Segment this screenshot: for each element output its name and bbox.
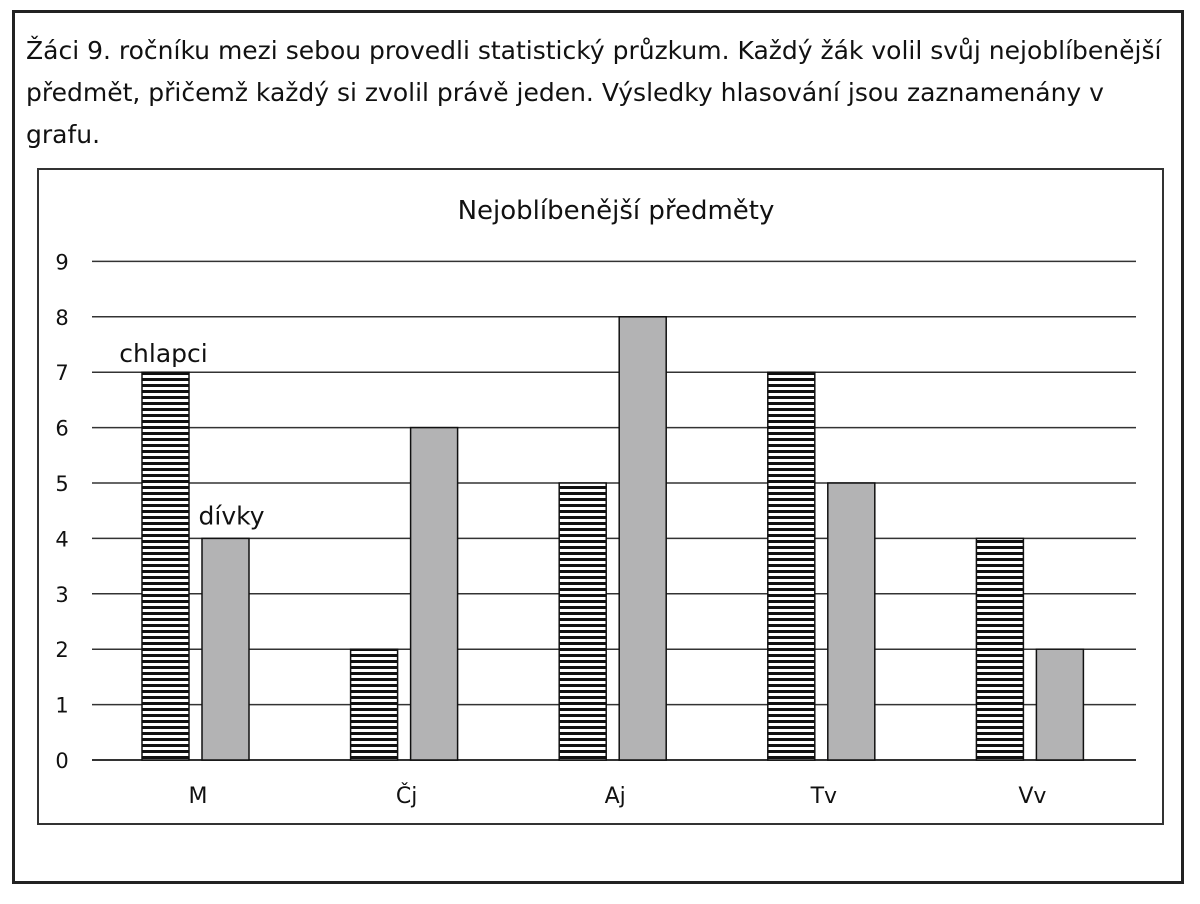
bar-divky-Vv [1036,649,1083,760]
bar-divky-M [202,538,249,760]
y-tick-label: 7 [55,361,69,386]
y-tick-label: 9 [55,250,69,275]
y-tick-label: 2 [55,638,69,663]
x-tick-label: Aj [604,784,626,809]
x-tick-label: Vv [1018,784,1047,809]
y-tick-label: 4 [55,527,69,552]
series-label-divky: dívky [198,501,265,531]
bar-chlapci-M [142,372,189,760]
bar-divky-Čj [411,428,458,760]
chart-title: Nejoblíbenější předměty [457,196,775,226]
y-tick-label: 8 [55,305,69,330]
bar-chlapci-Vv [976,538,1023,760]
y-tick-label: 5 [55,472,69,496]
y-tick-label: 6 [55,416,69,441]
bar-divky-Aj [619,317,666,760]
x-tick-label: M [188,784,208,809]
x-tick-label: Tv [810,784,838,809]
bar-divky-Tv [828,483,875,760]
bar-chlapci-Čj [351,649,398,760]
y-tick-label: 1 [55,693,69,718]
bar-chlapci-Aj [559,483,606,760]
bar-chlapci-Tv [768,372,815,760]
series-label-chlapci: chlapci [119,339,208,369]
x-tick-label: Čj [395,784,418,809]
y-tick-label: 0 [55,749,69,773]
y-tick-label: 3 [55,582,69,607]
intro-text: Žáci 9. ročníku mezi sebou provedli statistický průzkum. Každý žák volil svůj nejoblíbenější předmět, přičemž každý si zvolil právě jeden. Výsledky hlasování jsou zaznamenány v grafu. [26,36,1162,149]
